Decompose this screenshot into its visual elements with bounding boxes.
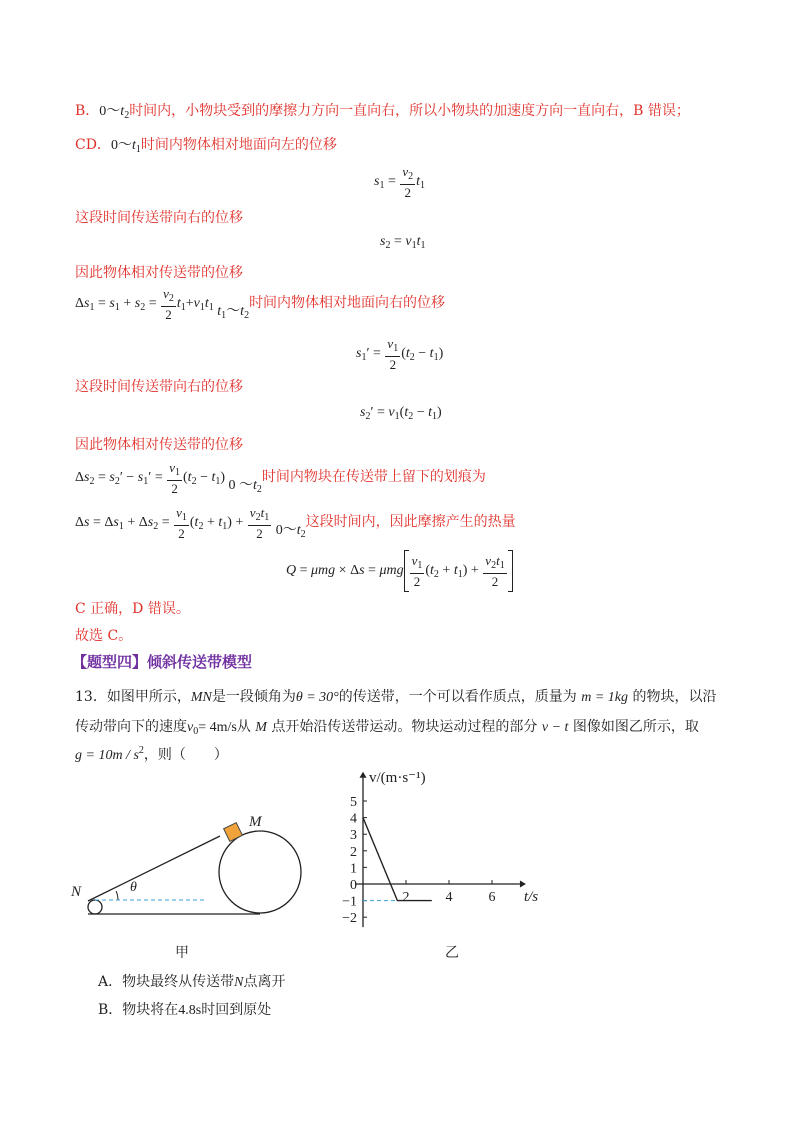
mn-var: MN <box>190 690 212 705</box>
y-tick-label: 3 <box>350 828 357 844</box>
eq-delta-s2: $\Delta s_2 = s_2' - s_1'$ = $\frac{v_1}{2}$ $(t_2 - t_1)$ 0 $\sim t_2$时间内物块在传送带上留下的划痕为 <box>75 460 486 496</box>
y-tick-label: −2 <box>342 911 357 927</box>
y-tick-label: 5 <box>350 795 357 810</box>
v0-var: v <box>187 720 194 735</box>
eq-delta-s: $\Delta s = \Delta s_1 + \Delta s_2$ = $\frac{v_1}{2}$ $(t_2 + t_1)$ + $\frac{v_2t_1}{2}$ $0\sim t_2$这段时间内，因此摩擦产生的热量 <box>75 505 516 541</box>
eq-delta-s1: $\Delta s_1 = s_1 + s_2$ = $\frac{v_2}{2}$ $t_1+v_1t_1$ $t_1\sim t_2$时间内物体相对地面向右的位移 <box>75 286 446 322</box>
figure-yi-chart <box>330 765 539 940</box>
q-text: ，则（ ） <box>143 747 228 763</box>
q-text: 是一段倾角为 <box>211 689 296 705</box>
series-line <box>363 818 432 901</box>
t-sub: 2 <box>124 110 130 121</box>
q-text: 从 <box>236 719 251 735</box>
option-b[interactable] <box>98 999 271 1019</box>
b-text: 时间内，小物块受到的摩擦力方向一直向右，所以小物块的加速度方向一直向右，B 错误； <box>129 103 690 119</box>
label-n: N <box>71 884 82 900</box>
y-axis-label: v/(m·s⁻¹) <box>369 769 426 786</box>
x-tick-label: 6 <box>488 890 496 905</box>
angle-arc <box>116 891 118 900</box>
section-heading: 【题型四】倾斜传送带模型 <box>72 653 253 671</box>
option-a-end: 点离开 <box>243 974 286 990</box>
relative-disp-text-2: 因此物体相对传送带的位移 <box>75 437 243 453</box>
explanation-cd <box>75 134 337 155</box>
t1t2-text: 时间内物体相对地面向右的位移 <box>249 295 446 312</box>
q-text: 的传送带，一个可以看作质点，质量为 <box>338 689 577 705</box>
caption-jia: 甲 <box>175 945 189 961</box>
question-line-3 <box>75 744 228 764</box>
range-text: 0～ <box>110 138 132 153</box>
question-number: 13． <box>75 689 107 705</box>
cd-text: 时间内物体相对地面向左的位移 <box>140 137 337 153</box>
eq-s2: $s_2 = v_1t_1$ <box>380 234 426 251</box>
caption-yi: 乙 <box>445 945 459 961</box>
x-axis-label: t/s <box>523 889 539 905</box>
v0-eq: = 4m/s <box>198 720 237 735</box>
y-tick-label: −1 <box>342 894 357 910</box>
t-sub: 1 <box>135 144 141 155</box>
belt-right-text-1: 这段时间传送带向右的位移 <box>75 210 243 226</box>
eq-s1: $s_1$ = $\frac{v_2}{2}$ $t_1$ <box>374 164 426 200</box>
q-text: 传动带向下的速度 <box>75 719 187 735</box>
y-tick-label: 2 <box>350 844 357 860</box>
theta-eq: θ = 30° <box>295 690 339 705</box>
range-text: 0～ <box>99 104 121 119</box>
v0-sub: 0 <box>193 726 199 737</box>
t-var: t <box>131 138 136 153</box>
belt-upper <box>88 836 220 901</box>
option-b-value: 4.8s <box>178 1003 202 1018</box>
y-tick-label: 1 <box>350 861 357 877</box>
label-m: M <box>249 814 262 830</box>
eq-heat: Q = μmg × Δs = μmg $\frac{v_1}{2}$ $(t_2 + t_1)$ + $\frac{v_2t_1}{2}$ <box>286 550 513 592</box>
t-var: t <box>120 104 125 119</box>
x-tick-label: 2 <box>402 890 410 905</box>
question-line-1 <box>75 686 716 706</box>
mass-eq: m = 1kg <box>581 690 628 705</box>
large-pulley <box>219 831 301 913</box>
g-sup: 2 <box>138 745 144 756</box>
question-line-2 <box>75 716 699 737</box>
relative-disp-text-1: 因此物体相对传送带的位移 <box>75 265 243 281</box>
vt-var: v − t <box>541 720 569 735</box>
option-a[interactable] <box>98 971 285 991</box>
figure-jia <box>70 805 310 925</box>
conclusion-text: C 正确，D 错误。 <box>75 601 190 617</box>
option-b-end: 时回到原处 <box>201 1002 272 1018</box>
choice-text: 故选 C。 <box>75 628 133 644</box>
m-point: M <box>255 720 267 735</box>
q-text: 图像如图乙所示，取 <box>572 719 699 735</box>
x-axis-arrow <box>520 881 526 888</box>
q-text: 的物块，以沿 <box>632 689 717 705</box>
y-axis-arrow <box>360 772 367 778</box>
g-eq: g = 10m / s <box>75 748 139 763</box>
option-b-text: B．物块将在 <box>98 1002 179 1018</box>
heat-text: 这段时间内，因此摩擦产生的热量 <box>305 514 516 531</box>
q-text: 点开始沿传送带运动。物块运动过程的部分 <box>271 719 538 735</box>
small-pulley <box>88 900 102 914</box>
option-a-n: N <box>234 975 244 990</box>
b-label: B． <box>75 103 100 119</box>
q-text: 如图甲所示， <box>106 689 191 705</box>
belt-right-text-2: 这段时间传送带向右的位移 <box>75 379 243 395</box>
block-m <box>224 823 243 842</box>
eq-s1-prime: $s_1'$ = $\frac{v_1}{2}$ $(t_2 - t_1)$ <box>356 336 444 372</box>
y-tick-label: 4 <box>350 811 357 827</box>
label-theta: θ <box>130 880 137 895</box>
scratch-text: 时间内物块在传送带上留下的划痕为 <box>261 469 486 486</box>
y-tick-label: 0 <box>350 878 357 893</box>
option-a-text: A．物块最终从传送带 <box>98 974 235 990</box>
eq-s2-prime: $s_2' = v_1(t_2 - t_1)$ <box>360 405 442 422</box>
explanation-b <box>75 100 690 121</box>
cd-label: CD． <box>75 137 111 153</box>
x-tick-label: 4 <box>445 890 453 905</box>
